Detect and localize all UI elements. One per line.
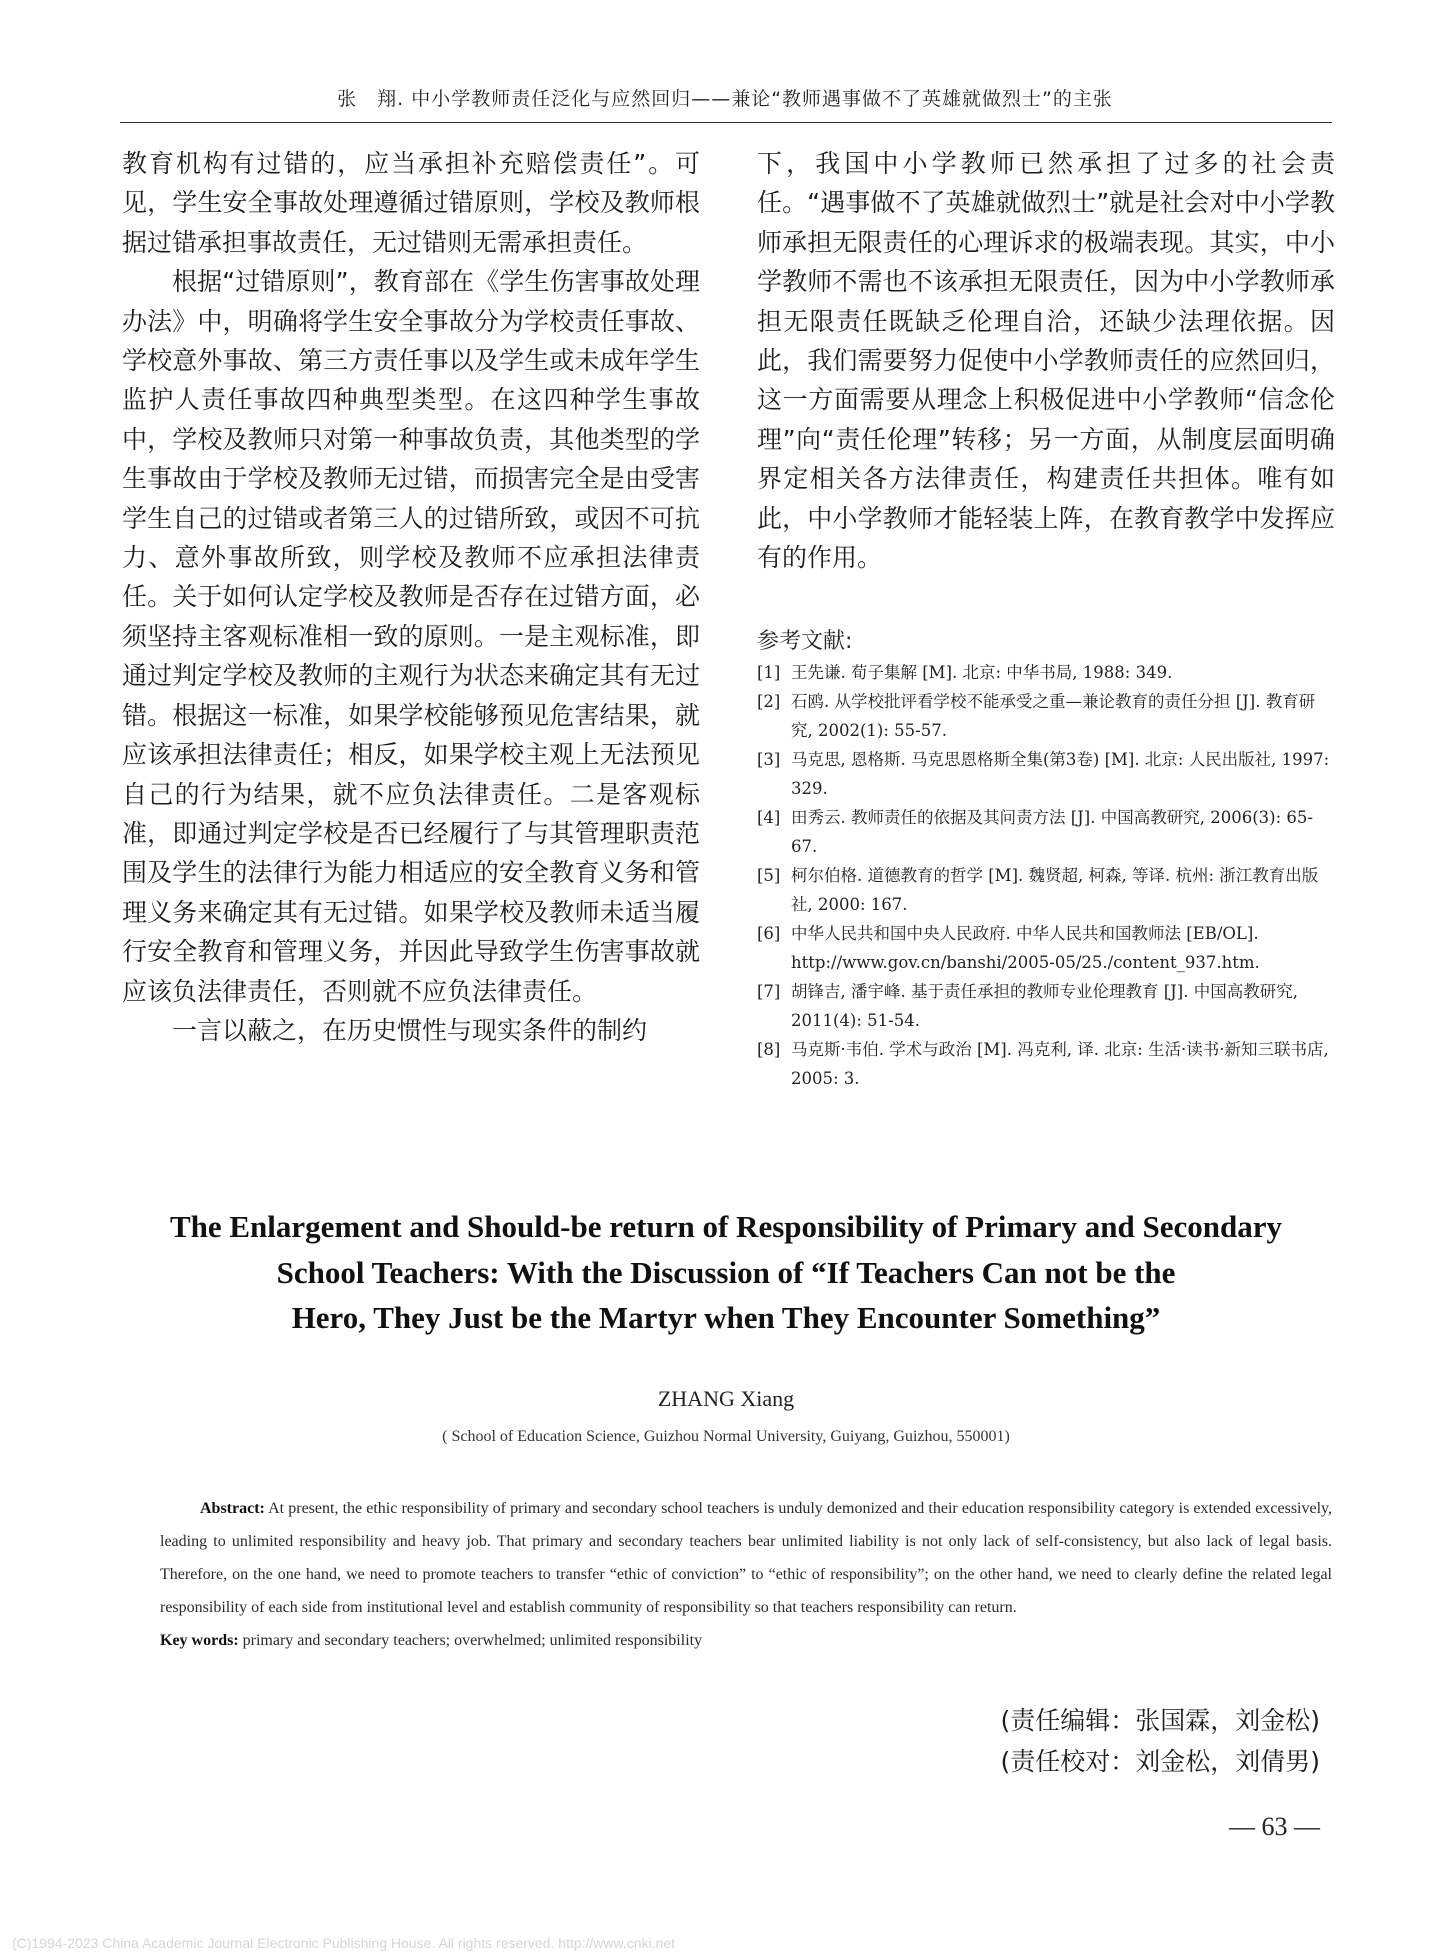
english-author: ZHANG Xiang [657,1386,795,1411]
english-abstract [160,1492,1332,1657]
reference-text: 胡锋吉, 潘宇峰. 基于责任承担的教师专业伦理教育 [J]. 中国高教研究, 2011(4): 51-54. [791,982,1298,1030]
paragraph: 根据“过错原则”，教育部在《学生伤害事故处理办法》中，明确将学生安全事故分为学校责任事故、学校意外事故、第三方责任事以及学生或未成年学生监护人责任事故四种典型类型。在这四种学生事故中，学校及教师只对第一种事故负责，其他类型的学生事故由于学校及教师无过错，而损害完全是由受害学生自己的过错或者第三人的过错所致，或因不可抗力、意外事故所致，则学校及教师不应承担法律责任。关于如何认定学校及教师是否存在过错方面，必须坚持主客观标准相一致的原则。一是主观标准，即通过判定学校及教师的主观行为状态来确定其有无过错。根据这一标准，如果学校能够预见危害结果，就应该承担法律责任；相反，如果学校主观上无法预见自己的行为结果，就不应负法律责任。二是客观标准，即通过判定学校是否已经履行了与其管理职责范围及学生的法律行为能力相适应的安全教育义务和管理义务来确定其有无过错。如果学校及教师未适当履行安全教育和管理义务，并因此导致学生伤害事故就应该负法律责任，否则就不应负法律责任。 [122,267,700,1006]
reference-number: [8] [757,1040,781,1059]
reference-text: 马克思, 恩格斯. 马克思恩格斯全集(第3卷) [M]. 北京: 人民出版社, 1997: 329. [791,750,1330,798]
reference-number: [3] [757,750,781,769]
reference-text: 石鸥. 从学校批评看学校不能承受之重—兼论教育的责任分担 [J]. 教育研究, 2002(1): 55-57. [791,692,1316,740]
english-affiliation: ( School of Education Science, Guizhou Normal University, Guiyang, Guizhou, 550001) [442,1428,1010,1445]
body-column-left [122,144,700,1050]
reference-text: 柯尔伯格. 道德教育的哲学 [M]. 魏贤超, 柯森, 等译. 杭州: 浙江教育出版社, 2000: 167. [791,866,1319,914]
reference-number: [4] [757,808,781,827]
header-rule [120,122,1332,123]
proofreader-line: (责任校对：刘金松，刘倩男) [1000,1747,1320,1776]
abstract-text: At present, the ethic responsibility of primary and secondary school teachers is unduly demonized and their education responsibility category is extended excessively, leading to unlimited responsibility and heavy job. That primary and secondary teachers bear unlimited liability is not only lack of self-consistency, but also lack of legal basis. Therefore, on the one hand, we need to promote teachers to transfer “ethic of conviction” to “ethic of responsibility”; on the other hand, we need to clearly define the related legal responsibility of each side from institutional level and establish community of responsibility so that teachers responsibility can return. [160,1500,1332,1616]
reference-text: 田秀云. 教师责任的依据及其问责方法 [J]. 中国高教研究, 2006(3): 65-67. [791,808,1313,856]
abstract-paragraph [160,1492,1332,1624]
reference-item [757,658,1335,687]
reference-number: [6] [757,924,781,943]
reference-text: 王先谦. 荀子集解 [M]. 北京: 中华书局, 1988: 349. [791,663,1173,682]
reference-number: [1] [757,663,781,682]
abstract-label: Abstract: [200,1500,265,1517]
reference-number: [2] [757,692,781,711]
paragraph: 教育机构有过错的，应当承担补充赔偿责任”。可见，学生安全事故处理遵循过错原则，学校及教师根据过错承担事故责任，无过错则无需承担责任。 [122,149,700,257]
reference-number: [7] [757,982,781,1001]
keywords-paragraph [160,1624,1332,1657]
english-title-line: School Teachers: With the Discussion of “If Teachers Can not be the [276,1254,1176,1290]
editor-line: (责任编辑：张国霖，刘金松) [1000,1706,1320,1735]
reference-text: 中华人民共和国中央人民政府. 中华人民共和国教师法 [EB/OL]. http://www.gov.cn/banshi/2005-05/25./content_937.htm. [791,924,1260,972]
references-list [757,658,1335,1093]
footer-watermark: (C)1994-2023 China Academic Journal Electronic Publishing House. All rights reserved. http://www.cnki.net [12,1935,675,1951]
reference-item [757,861,1335,919]
paragraph: 下，我国中小学教师已然承担了过多的社会责任。“遇事做不了英雄就做烈士”就是社会对中小学教师承担无限责任的心理诉求的极端表现。其实，中小学教师不需也不该承担无限责任，因为中小学教师承担无限责任既缺乏伦理自洽，还缺少法理依据。因此，我们需要努力促使中小学教师责任的应然回归，这一方面需要从理念上积极促进中小学教师“信念伦理”向“责任伦理”转移；另一方面，从制度层面明确界定相关各方法律责任，构建责任共担体。唯有如此，中小学教师才能轻装上阵，在教育教学中发挥应有的作用。 [757,149,1335,573]
page-number: — 63 — [1229,1812,1320,1841]
keywords-label: Key words: [160,1632,239,1649]
references-heading: 参考文献: [757,629,853,654]
reference-item [757,919,1335,977]
english-title-line: The Enlargement and Should-be return of Responsibility of Primary and Secondary [169,1209,1283,1244]
body-column-right [757,144,1335,577]
keywords-text: primary and secondary teachers; overwhelmed; unlimited responsibility [242,1632,703,1649]
english-title-line: Hero, They Just be the Martyr when They Encounter Something” [291,1300,1161,1335]
reference-item [757,803,1335,861]
reference-item [757,977,1335,1035]
editor-credits [900,1700,1320,1782]
running-head: 张 翔. 中小学教师责任泛化与应然回归——兼论“教师遇事做不了英雄就做烈士”的主张 [337,88,1113,110]
reference-text: 马克斯·韦伯. 学术与政治 [M]. 冯克利, 译. 北京: 生活·读书·新知三联书店, 2005: 3. [791,1040,1329,1088]
reference-item [757,745,1335,803]
reference-number: [5] [757,866,781,885]
reference-item [757,1035,1335,1093]
paragraph: 一言以蔽之，在历史惯性与现实条件的制约 [172,1015,648,1045]
reference-item [757,687,1335,745]
english-title [120,1204,1332,1341]
